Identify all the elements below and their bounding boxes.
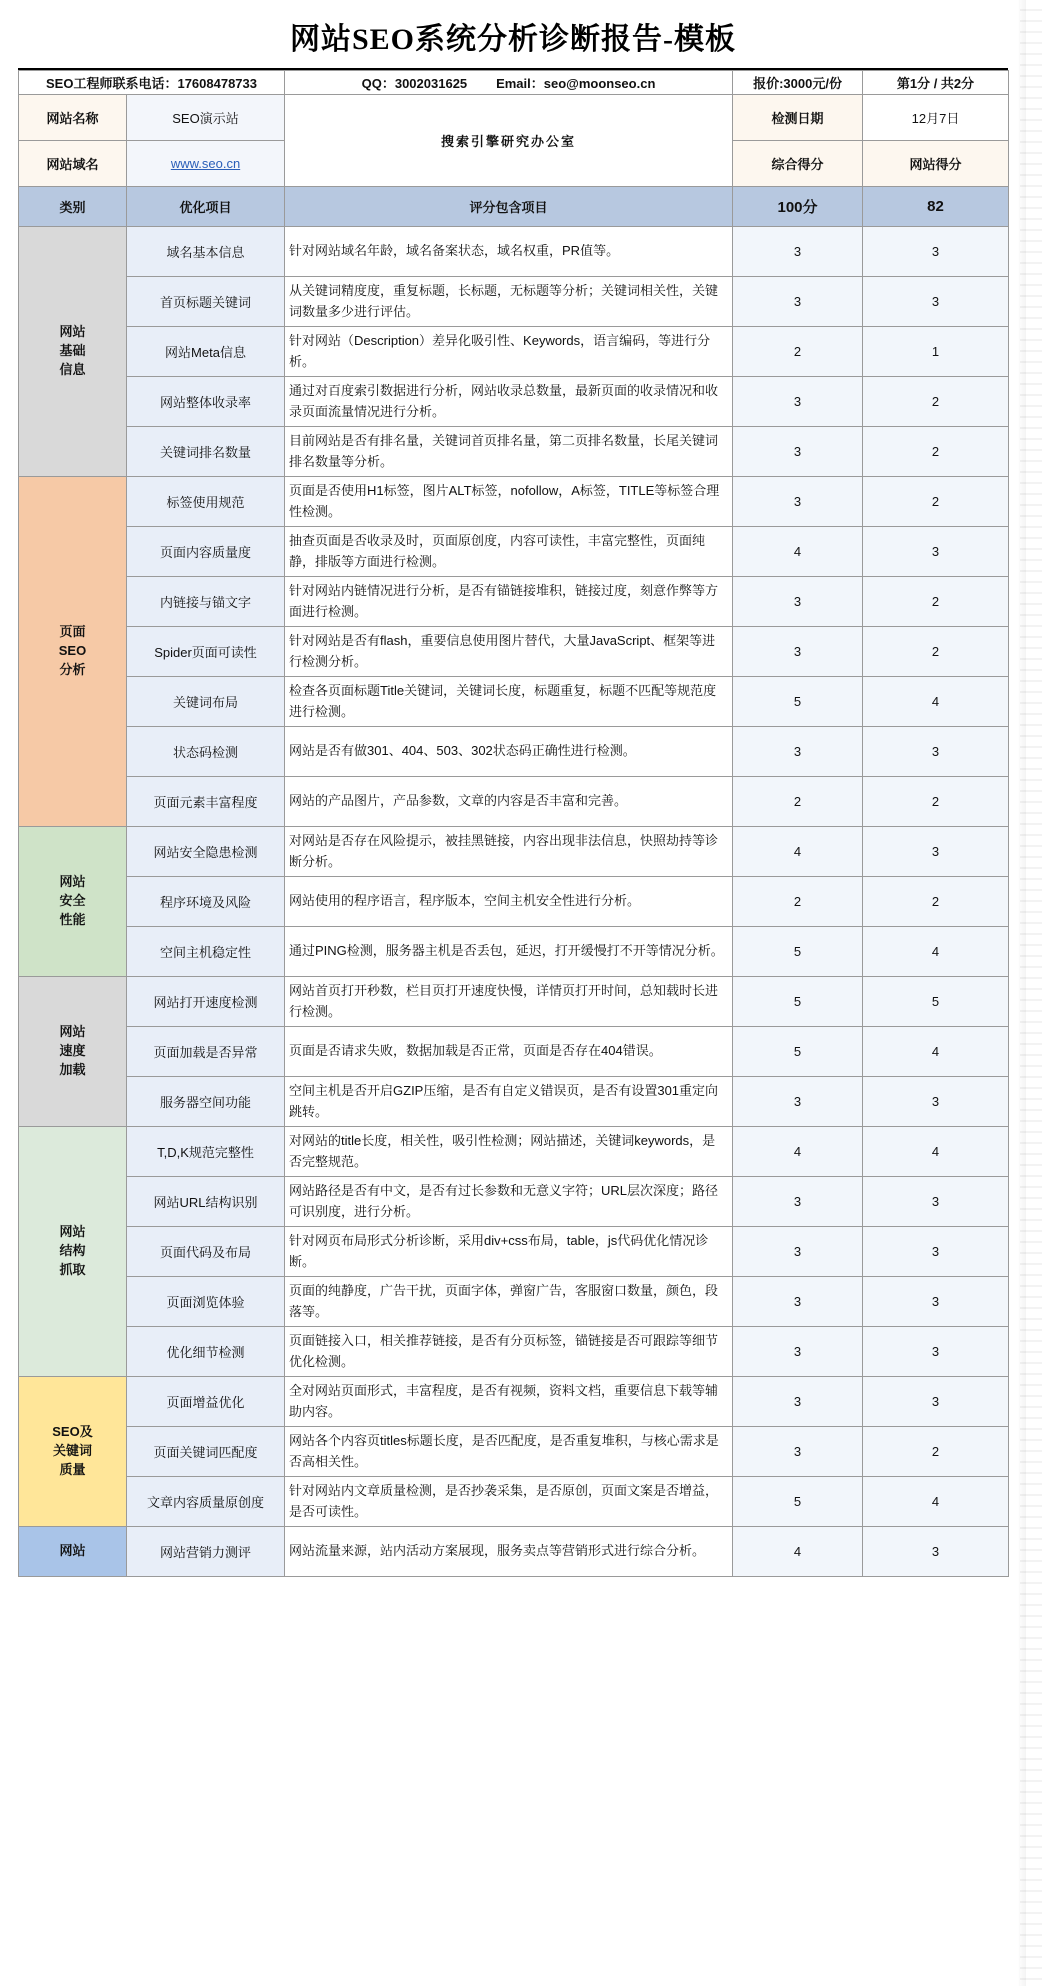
item-score-cell: 4 — [863, 1477, 1009, 1527]
paper-torn-edge — [1020, 0, 1042, 1986]
item-name-cell: 网站Meta信息 — [127, 327, 285, 377]
item-description-cell: 网站的产品图片，产品参数，文章的内容是否丰富和完善。 — [285, 777, 733, 827]
info-row-name — [19, 95, 1009, 141]
table-row — [19, 1527, 1009, 1577]
table-row — [19, 727, 1009, 777]
item-score-cell: 4 — [863, 677, 1009, 727]
table-body — [19, 227, 1009, 1577]
item-description-cell: 页面链接入口，相关推荐链接，是否有分页标签，锚链接是否可跟踪等细节优化检测。 — [285, 1327, 733, 1377]
item-name-cell: 首页标题关键词 — [127, 277, 285, 327]
item-description-cell: 通过PING检测，服务器主机是否丢包，延迟，打开缓慢打不开等情况分析。 — [285, 927, 733, 977]
table-row — [19, 1027, 1009, 1077]
item-name-cell: 网站安全隐患检测 — [127, 827, 285, 877]
contact-price: 报价:3000元/份 — [733, 71, 863, 95]
header-desc: 评分包含项目 — [285, 187, 733, 227]
table-row — [19, 1127, 1009, 1177]
item-description-cell: 目前网站是否有排名量，关键词首页排名量，第二页排名数量，长尾关键词排名数量等分析。 — [285, 427, 733, 477]
table-row — [19, 477, 1009, 527]
item-description-cell: 网站是否有做301、404、503、302状态码正确性进行检测。 — [285, 727, 733, 777]
page-title: 网站SEO系统分析诊断报告-模板 — [18, 8, 1008, 70]
item-score-cell: 2 — [863, 1427, 1009, 1477]
table-row — [19, 1477, 1009, 1527]
check-date-value: 12月7日 — [863, 95, 1009, 141]
report-sheet — [18, 8, 1008, 1577]
table-row — [19, 877, 1009, 927]
site-name-value: SEO演示站 — [127, 95, 285, 141]
item-score-cell: 3 — [863, 527, 1009, 577]
item-name-cell: 页面加载是否异常 — [127, 1027, 285, 1077]
item-score-cell: 3 — [863, 1177, 1009, 1227]
item-name-cell: 页面代码及布局 — [127, 1227, 285, 1277]
report-table — [18, 70, 1009, 1577]
item-max-score-cell: 4 — [733, 1127, 863, 1177]
item-name-cell: 页面增益优化 — [127, 1377, 285, 1427]
item-description-cell: 页面的纯静度，广告干扰，页面字体，弹窗广告，客服窗口数量，颜色，段落等。 — [285, 1277, 733, 1327]
contact-page-number: 第1分 / 共2分 — [863, 71, 1009, 95]
item-score-cell: 3 — [863, 1227, 1009, 1277]
table-row — [19, 627, 1009, 677]
table-row — [19, 427, 1009, 477]
item-description-cell: 针对网页布局形式分析诊断，采用div+css布局，table，js代码优化情况诊断。 — [285, 1227, 733, 1277]
item-max-score-cell: 2 — [733, 777, 863, 827]
item-score-cell: 5 — [863, 977, 1009, 1027]
table-row — [19, 777, 1009, 827]
item-score-cell: 1 — [863, 327, 1009, 377]
item-description-cell: 页面是否使用H1标签，图片ALT标签，nofollow，A标签，TITLE等标签合理性检测。 — [285, 477, 733, 527]
item-description-cell: 网站流量来源，站内活动方案展现，服务卖点等营销形式进行综合分析。 — [285, 1527, 733, 1577]
contact-qq: QQ：3002031625 — [361, 76, 468, 91]
item-description-cell: 抽查页面是否收录及时，页面原创度，内容可读性，丰富完整性，页面纯静，排版等方面进行检测。 — [285, 527, 733, 577]
item-max-score-cell: 3 — [733, 1377, 863, 1427]
check-date-label: 检测日期 — [733, 95, 863, 141]
table-row — [19, 677, 1009, 727]
site-score-label: 网站得分 — [863, 141, 1009, 187]
org-name: 搜索引擎研究办公室 — [285, 95, 733, 187]
table-row — [19, 327, 1009, 377]
item-max-score-cell: 4 — [733, 1527, 863, 1577]
item-max-score-cell: 5 — [733, 1477, 863, 1527]
item-name-cell: 页面关键词匹配度 — [127, 1427, 285, 1477]
table-row — [19, 1427, 1009, 1477]
item-max-score-cell: 3 — [733, 627, 863, 677]
item-score-cell: 4 — [863, 1027, 1009, 1077]
item-max-score-cell: 3 — [733, 1227, 863, 1277]
item-max-score-cell: 4 — [733, 827, 863, 877]
table-row — [19, 577, 1009, 627]
item-max-score-cell: 3 — [733, 1077, 863, 1127]
item-description-cell: 网站各个内容页titles标题长度，是否匹配度，是否重复堆积，与核心需求是否高相关性。 — [285, 1427, 733, 1477]
item-description-cell: 针对网站（Description）差异化吸引性、Keywords，语言编码，等进行分析。 — [285, 327, 733, 377]
item-score-cell: 3 — [863, 827, 1009, 877]
item-max-score-cell: 3 — [733, 477, 863, 527]
item-description-cell: 针对网站域名年龄，域名备案状态，域名权重，PR值等。 — [285, 227, 733, 277]
table-row — [19, 277, 1009, 327]
item-score-cell: 2 — [863, 627, 1009, 677]
item-description-cell: 页面是否请求失败，数据加载是否正常，页面是否存在404错误。 — [285, 1027, 733, 1077]
item-name-cell: 关键词布局 — [127, 677, 285, 727]
item-score-cell: 3 — [863, 1327, 1009, 1377]
item-score-cell: 3 — [863, 1527, 1009, 1577]
table-row — [19, 527, 1009, 577]
contact-qq-email — [285, 71, 733, 95]
item-description-cell: 检查各页面标题Title关键词，关键词长度，标题重复，标题不匹配等规范度进行检测。 — [285, 677, 733, 727]
item-max-score-cell: 3 — [733, 1177, 863, 1227]
item-score-cell: 3 — [863, 1277, 1009, 1327]
item-max-score-cell: 5 — [733, 677, 863, 727]
item-name-cell: 网站URL结构识别 — [127, 1177, 285, 1227]
item-score-cell: 3 — [863, 277, 1009, 327]
item-max-score-cell: 2 — [733, 877, 863, 927]
item-max-score-cell: 5 — [733, 1027, 863, 1077]
table-row — [19, 377, 1009, 427]
item-name-cell: 页面浏览体验 — [127, 1277, 285, 1327]
domain-label: 网站域名 — [19, 141, 127, 187]
item-score-cell: 2 — [863, 777, 1009, 827]
item-description-cell: 网站首页打开秒数，栏目页打开速度快慢，详情页打开时间，总知载时长进行检测。 — [285, 977, 733, 1027]
item-description-cell: 从关键词精度度，重复标题，长标题，无标题等分析；关键词相关性，关键词数量多少进行评估。 — [285, 277, 733, 327]
item-name-cell: 网站打开速度检测 — [127, 977, 285, 1027]
total-score-label: 综合得分 — [733, 141, 863, 187]
item-score-cell: 4 — [863, 927, 1009, 977]
item-score-cell: 2 — [863, 877, 1009, 927]
item-score-cell: 3 — [863, 1077, 1009, 1127]
category-cell: 网站 速度 加载 — [19, 977, 127, 1127]
item-score-cell: 3 — [863, 727, 1009, 777]
item-score-cell: 2 — [863, 477, 1009, 527]
item-score-cell: 2 — [863, 577, 1009, 627]
category-cell: 网站 基础 信息 — [19, 227, 127, 477]
domain-value[interactable] — [127, 141, 285, 187]
item-max-score-cell: 3 — [733, 727, 863, 777]
item-name-cell: Spider页面可读性 — [127, 627, 285, 677]
contact-phone: SEO工程师联系电话：17608478733 — [19, 71, 285, 95]
table-row — [19, 1177, 1009, 1227]
item-name-cell: T,D,K规范完整性 — [127, 1127, 285, 1177]
header-total-score: 82 — [863, 187, 1009, 227]
item-max-score-cell: 3 — [733, 377, 863, 427]
item-name-cell: 文章内容质量原创度 — [127, 1477, 285, 1527]
item-max-score-cell: 5 — [733, 977, 863, 1027]
item-description-cell: 通过对百度索引数据进行分析，网站收录总数量，最新页面的收录情况和收录页面流量情况进行分析。 — [285, 377, 733, 427]
item-max-score-cell: 5 — [733, 927, 863, 977]
item-name-cell: 网站营销力测评 — [127, 1527, 285, 1577]
item-max-score-cell: 3 — [733, 1427, 863, 1477]
category-cell: SEO及 关键词 质量 — [19, 1377, 127, 1527]
site-name-label: 网站名称 — [19, 95, 127, 141]
item-name-cell: 标签使用规范 — [127, 477, 285, 527]
item-max-score-cell: 3 — [733, 227, 863, 277]
header-max-score: 100分 — [733, 187, 863, 227]
item-max-score-cell: 3 — [733, 277, 863, 327]
item-description-cell: 针对网站是否有flash，重要信息使用图片替代，大量JavaScript、框架等进行检测分析。 — [285, 627, 733, 677]
category-cell: 网站 — [19, 1527, 127, 1577]
header-category: 类别 — [19, 187, 127, 227]
table-row — [19, 977, 1009, 1027]
table-header-row — [19, 187, 1009, 227]
category-cell: 页面 SEO 分析 — [19, 477, 127, 827]
item-score-cell: 3 — [863, 227, 1009, 277]
item-name-cell: 域名基本信息 — [127, 227, 285, 277]
contact-bar — [19, 71, 1009, 95]
item-description-cell: 空间主机是否开启GZIP压缩，是否有自定义错误页，是否有设置301重定向跳转。 — [285, 1077, 733, 1127]
item-name-cell: 页面元素丰富程度 — [127, 777, 285, 827]
table-row — [19, 1077, 1009, 1127]
item-description-cell: 对网站的title长度，相关性，吸引性检测；网站描述，关键词keywords，是否完整规范。 — [285, 1127, 733, 1177]
table-row — [19, 927, 1009, 977]
category-cell: 网站 结构 抓取 — [19, 1127, 127, 1377]
category-cell: 网站 安全 性能 — [19, 827, 127, 977]
table-row — [19, 827, 1009, 877]
item-max-score-cell: 3 — [733, 577, 863, 627]
table-row — [19, 1227, 1009, 1277]
item-score-cell: 2 — [863, 377, 1009, 427]
item-max-score-cell: 2 — [733, 327, 863, 377]
table-row — [19, 1277, 1009, 1327]
item-name-cell: 空间主机稳定性 — [127, 927, 285, 977]
table-row — [19, 227, 1009, 277]
table-row — [19, 1327, 1009, 1377]
item-max-score-cell: 3 — [733, 427, 863, 477]
item-name-cell: 关键词排名数量 — [127, 427, 285, 477]
item-name-cell: 优化细节检测 — [127, 1327, 285, 1377]
item-name-cell: 状态码检测 — [127, 727, 285, 777]
item-max-score-cell: 4 — [733, 527, 863, 577]
item-name-cell: 程序环境及风险 — [127, 877, 285, 927]
item-name-cell: 网站整体收录率 — [127, 377, 285, 427]
item-max-score-cell: 3 — [733, 1277, 863, 1327]
table-row — [19, 1377, 1009, 1427]
item-description-cell: 针对网站内链情况进行分析，是否有锚链接堆积，链接过度，刻意作弊等方面进行检测。 — [285, 577, 733, 627]
header-item: 优化项目 — [127, 187, 285, 227]
item-score-cell: 2 — [863, 427, 1009, 477]
item-name-cell: 内链接与锚文字 — [127, 577, 285, 627]
item-description-cell: 网站使用的程序语言，程序版本，空间主机安全性进行分析。 — [285, 877, 733, 927]
item-name-cell: 页面内容质量度 — [127, 527, 285, 577]
item-score-cell: 4 — [863, 1127, 1009, 1177]
domain-link[interactable]: www.seo.cn — [170, 156, 241, 171]
item-score-cell: 3 — [863, 1377, 1009, 1427]
item-max-score-cell: 3 — [733, 1327, 863, 1377]
item-description-cell: 对网站是否存在风险提示，被挂黑链接，内容出现非法信息，快照劫持等诊断分析。 — [285, 827, 733, 877]
item-description-cell: 网站路径是否有中文，是否有过长参数和无意义字符；URL层次深度；路径可识别度，进行分析。 — [285, 1177, 733, 1227]
contact-email: Email：seo@moonseo.cn — [496, 76, 656, 91]
item-description-cell: 针对网站内文章质量检测，是否抄袭采集，是否原创，页面文案是否增益，是否可读性。 — [285, 1477, 733, 1527]
item-name-cell: 服务器空间功能 — [127, 1077, 285, 1127]
item-description-cell: 全对网站页面形式，丰富程度，是否有视频，资料文档，重要信息下载等辅助内容。 — [285, 1377, 733, 1427]
